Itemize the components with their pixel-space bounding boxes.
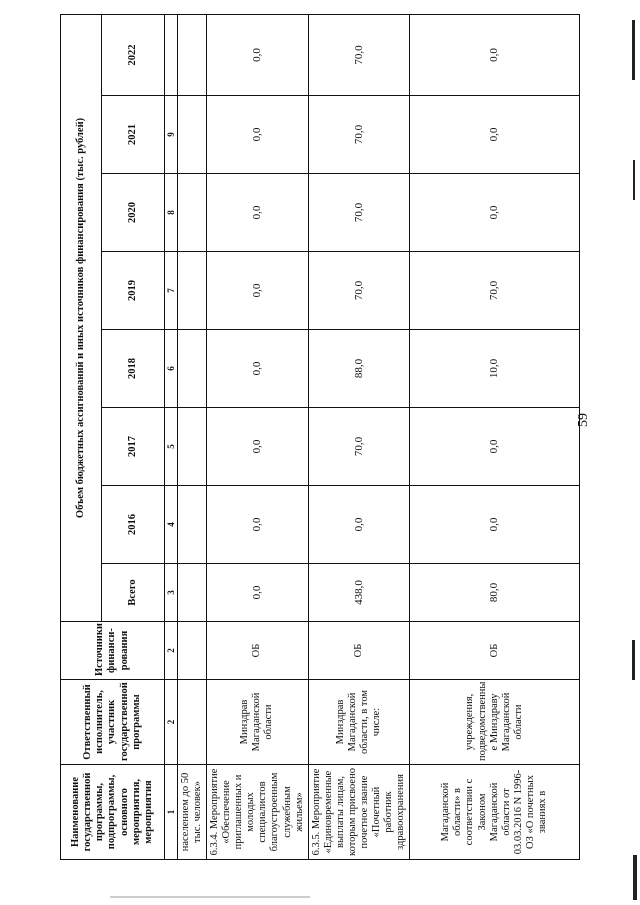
row-value: 0,0 (207, 408, 309, 486)
column-number: 7 (165, 252, 178, 330)
column-number: 3 (165, 564, 178, 622)
column-number: 6 (165, 330, 178, 408)
scan-edge-mark (632, 20, 635, 80)
page-number: 59 (576, 413, 591, 427)
header-executor: Ответственный исполнитель, участник государственной программы (61, 680, 165, 765)
column-number: 5 (165, 408, 178, 486)
row-total: 0,0 (207, 564, 309, 622)
row-value (178, 96, 207, 174)
row-value: 0,0 (410, 408, 580, 486)
row-value: 0,0 (207, 96, 309, 174)
column-number-row (165, 14, 178, 859)
row-name: населением до 50 тыс. человек» (178, 765, 207, 860)
row-name: Магаданской области» в соответствии с Законом Магаданской области от 03.03.2016 N 1996-ОЗ «О почетных званиях в (410, 765, 580, 860)
header-row-1 (61, 14, 102, 859)
header-year: 2016 (102, 486, 165, 564)
column-number: 1 (165, 765, 178, 860)
row-value (178, 330, 207, 408)
row-value: 0,0 (207, 330, 309, 408)
header-total: Всего (102, 564, 165, 622)
row-value: 10,0 (410, 330, 580, 408)
scan-edge-mark (633, 855, 637, 900)
financing-table (60, 14, 580, 860)
row-value: 0,0 (308, 486, 410, 564)
row-value: 0,0 (207, 174, 309, 252)
header-source: Источники финанси-рования (61, 622, 165, 680)
column-number: 2 (165, 622, 178, 680)
table-row (178, 14, 207, 859)
row-value (178, 252, 207, 330)
scan-dotted-line (110, 896, 310, 898)
header-year: 2017 (102, 408, 165, 486)
row-source: ОБ (410, 622, 580, 680)
row-value: 70,0 (410, 252, 580, 330)
row-executor: учреждения, подведомственны е Минздраву Магаданской области (410, 680, 580, 765)
column-number: 8 (165, 174, 178, 252)
header-year: 2022 (102, 14, 165, 95)
row-total (178, 564, 207, 622)
row-value (178, 486, 207, 564)
row-value: 0,0 (410, 174, 580, 252)
row-value: 0,0 (410, 14, 580, 95)
row-value: 70,0 (308, 14, 410, 95)
row-value: 0,0 (410, 96, 580, 174)
row-value: 88,0 (308, 330, 410, 408)
header-year: 2020 (102, 174, 165, 252)
row-value: 0,0 (207, 252, 309, 330)
row-value: 70,0 (308, 252, 410, 330)
header-year: 2019 (102, 252, 165, 330)
header-year: 2018 (102, 330, 165, 408)
row-value (178, 408, 207, 486)
row-source (178, 622, 207, 680)
row-value: 70,0 (308, 96, 410, 174)
row-value: 0,0 (410, 486, 580, 564)
table-row (308, 14, 410, 859)
header-name: Наименование государственной программы, подпрограммы, основного мероприятия, мероприятия (61, 765, 165, 860)
row-value: 0,0 (207, 14, 309, 95)
rotated-table-container (60, 15, 560, 860)
row-value (178, 174, 207, 252)
row-source: ОБ (308, 622, 410, 680)
row-name: 6.3.5. Мероприятие «Единовременные выплаты лицам, которым присвоено почетное звание «Почетный работник здравоохранения (308, 765, 410, 860)
row-total: 80,0 (410, 564, 580, 622)
header-financing-group: Объем бюджетных ассигнований и иных источников финансирования (тыс. рублей) (61, 14, 102, 621)
row-value: 0,0 (207, 486, 309, 564)
row-value: 70,0 (308, 408, 410, 486)
column-number: 9 (165, 96, 178, 174)
column-number: 2 (165, 680, 178, 765)
row-executor: Минздрав Магаданской области (207, 680, 309, 765)
row-executor: Минздрав Магаданской области, в том числе: (308, 680, 410, 765)
column-number: 4 (165, 486, 178, 564)
row-value: 70,0 (308, 174, 410, 252)
row-source: ОБ (207, 622, 309, 680)
row-total: 438,0 (308, 564, 410, 622)
row-executor (178, 680, 207, 765)
row-name: 6.3.4. Мероприятие «Обеспечение приглашенных и молодых специалистов благоустроенным служебным жильем» (207, 765, 309, 860)
column-number (165, 14, 178, 95)
scan-edge-mark (632, 640, 635, 680)
table-row (207, 14, 309, 859)
table-row (410, 14, 580, 859)
scan-edge-mark (633, 160, 635, 200)
header-year: 2021 (102, 96, 165, 174)
row-value (178, 14, 207, 95)
